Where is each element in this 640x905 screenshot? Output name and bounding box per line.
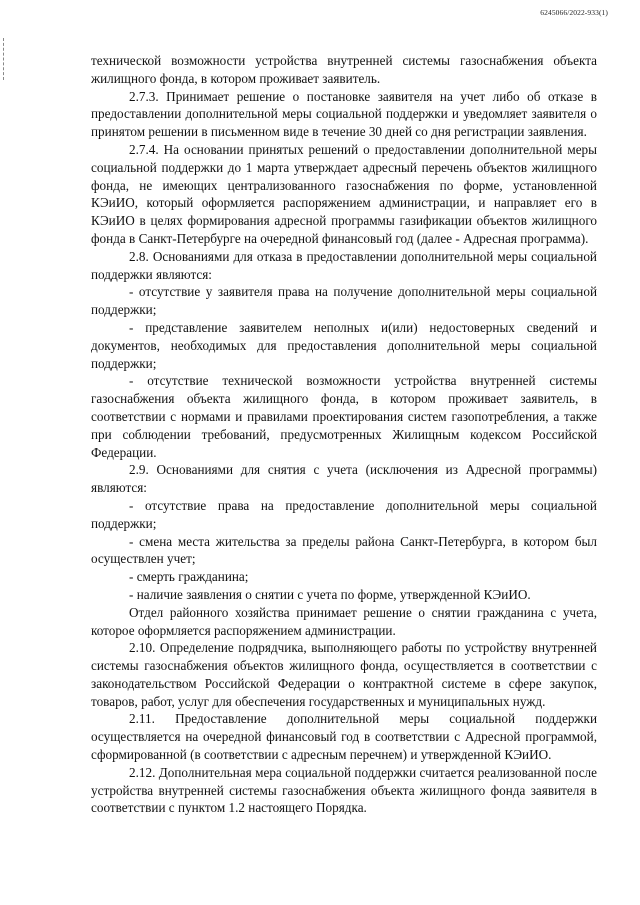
list-item: - отсутствие у заявителя права на получение дополнительной меры социальной поддержки; xyxy=(91,284,597,318)
paragraph-2-9: 2.9. Основаниями для снятия с учета (исключения из Адресной программы) являются: xyxy=(91,462,597,496)
paragraph-2-7-3: 2.7.3. Принимает решение о постановке заявителя на учет либо об отказе в предоставлении дополнительной меры социальной поддержки и уведомляет заявителя о принятом решении в письменном виде в течение 30 дней со дня регистрации заявления. xyxy=(91,88,597,140)
paragraph-2-12: 2.12. Дополнительная мера социальной поддержки считается реализованной после устройства внутренней системы газоснабжения объекта жилищного фонда заявителя в соответствии с пунктом 1.2 настоящего Порядка. xyxy=(91,764,597,816)
document-id: 6245066/2022-933(1) xyxy=(540,8,608,17)
paragraph: технической возможности устройства внутренней системы газоснабжения объекта жилищного фонда, в котором проживает заявитель. xyxy=(91,53,597,86)
paragraph-2-10: 2.10. Определение подрядчика, выполняющего работы по устройству внутренней системы газоснабжения объектов жилищного фонда, осуществляется в соответствии с законодательством Российской Федерации о контрактной системе в сфере закупок, товаров, работ, услуг для обеспечения государственных и муниципальных нужд. xyxy=(91,640,597,709)
paragraph: Отдел районного хозяйства принимает решение о снятии гражданина с учета, которое оформляется распоряжением администрации. xyxy=(91,604,597,638)
list-item: - смерть гражданина; xyxy=(129,569,249,585)
paragraph-2-11: 2.11. Предоставление дополнительной меры социальной поддержки осуществляется на очередной финансовый год в соответствии с Адресной программой, сформированной (в соответствии с адресным перечнем) и утвержденной КЭиИО. xyxy=(91,711,597,763)
paragraph-2-7-4: 2.7.4. На основании принятых решений о предоставлении дополнительной меры социальной поддержки до 1 марта утверждает адресный перечень объектов жилищного фонда, не имеющих централизованного газоснабжения по форме, установленной КЭиИО, который оформляется распоряжением администрации, и направляет его в КЭиИО в целях формирования адресной программы газификации объектов жилищного фонда в Санкт-Петербурге на очередной финансовый год (далее - Адресная программа). xyxy=(91,141,597,246)
list-item: - смена места жительства за пределы района Санкт-Петербурга, в котором был осуществлен учет; xyxy=(91,533,597,567)
list-item: - отсутствие права на предоставление дополнительной меры социальной поддержки; xyxy=(91,497,597,531)
binding-margin-marks xyxy=(3,38,6,80)
document-body xyxy=(91,52,597,817)
list-item: - представление заявителем неполных и(или) недостоверных сведений и документов, необходимых для предоставления дополнительной меры социальной поддержки; xyxy=(91,319,597,371)
paragraph-2-8: 2.8. Основаниями для отказа в предоставлении дополнительной меры социальной поддержки являются: xyxy=(91,248,597,282)
list-item: - наличие заявления о снятии с учета по форме, утвержденной КЭиИО. xyxy=(129,586,531,602)
list-item: - отсутствие технической возможности устройства внутренней системы газоснабжения объекта жилищного фонда, в котором проживает заявитель, в соответствии с нормами и правилами проектирования систем газопотребления, а также при соблюдении требований, предусмотренных Жилищным кодексом Российской Федерации. xyxy=(91,373,597,460)
